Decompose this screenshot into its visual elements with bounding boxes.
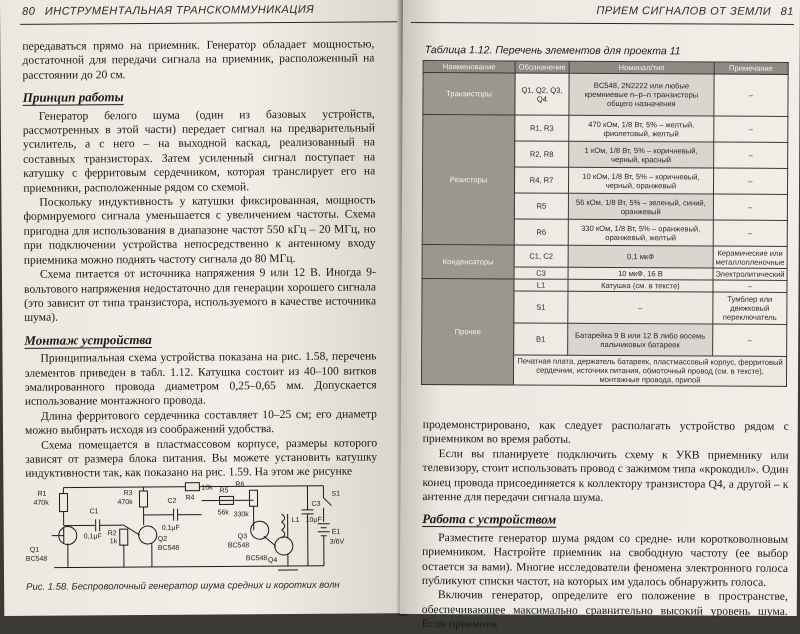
label-r6: R6 — [235, 481, 244, 488]
label-l1: L1 — [292, 517, 300, 524]
header-note: Примечание — [714, 62, 788, 74]
group-misc: Прочее — [421, 279, 514, 385]
label-c2-value: 0,1μF — [162, 525, 180, 532]
right-page-number: 81 — [781, 6, 794, 18]
cell-note: – — [714, 116, 788, 142]
right-paragraph-2: Если вы планируете подключить схему к УКВ приемнику или телевизору, стоит использовать провод с зажимом типа «крокодил». Один конец провода присоединяется к коллектору транзистора Q4, а другой – к антенне для передачи сигнала шума. — [422, 447, 788, 507]
cell-value: Катушка (см. в тексте) — [568, 279, 713, 292]
right-text-column — [422, 418, 789, 634]
label-e1-value: 3/6V — [330, 539, 345, 546]
work-paragraph-1: Разместите генератор шума рядом со средне- или коротковолновым приемником. Настройте приемник на свободную частоту (ее выбор остается за вами). Многие исследователи феномена электронного голоса публикуют списки частот, на которых им удалось обнаружить голоса. — [422, 531, 788, 591]
assembly-paragraph-3: Схема помещается в пластмассовом корпусе, размеры которого зависят от размера блока питания. Вы можете установить катушку индуктивности так, как показано на рис. 1.59. На этом же рисунке — [25, 436, 377, 482]
cell-value: – — [568, 291, 713, 324]
work-paragraph-2: Включив генератор, определите его положение в пространстве, обеспечивающее максимально сравнительно высокий уровень шума. Если приемник — [422, 588, 788, 633]
label-r2: R2 — [108, 530, 117, 537]
table-row — [423, 73, 788, 117]
label-r2-value: 1k — [110, 538, 118, 545]
label-r3-value: 470k — [117, 499, 133, 506]
label-c2: C2 — [167, 498, 176, 505]
label-c3-value: 10μF — [306, 517, 322, 524]
header-name: Наименование — [423, 61, 515, 73]
label-r5-value: 56k — [218, 509, 230, 516]
label-q2-value: BC548 — [158, 545, 180, 552]
heading-principle: Принцип работы — [23, 89, 375, 106]
heading-assembly: Монтаж устройства — [24, 331, 376, 348]
label-r4: R4 — [185, 495, 194, 502]
table-row — [423, 115, 788, 143]
figure-caption: Рис. 1.58. Беспроволочный генератор шума средних и коротких волн — [26, 579, 386, 593]
label-c1: C1 — [90, 508, 99, 515]
cell-note: – — [713, 280, 787, 292]
cell-designation: Q1, Q2, Q3, Q4 — [515, 73, 569, 115]
label-q1-value: BC548 — [26, 556, 48, 563]
label-r3: R3 — [123, 490, 132, 497]
cell-designation: R4, R7 — [514, 167, 568, 193]
label-r6-value: 330k — [234, 511, 250, 518]
cell-designation: C3 — [514, 267, 568, 279]
cell-value: 56 кОм, 1/8 Вт, 5% – зеленый, синий, оранжевый — [568, 193, 713, 220]
cell-note: Электролитический — [713, 268, 787, 280]
cell-designation: C1, C2 — [514, 245, 568, 267]
right-running-head-text: ПРИЕМ СИГНАЛОВ ОТ ЗЕМЛИ — [596, 5, 771, 18]
cell-value: 10 мкФ, 16 В — [568, 267, 713, 280]
cell-note: – — [713, 142, 787, 168]
left-page — [0, 0, 407, 616]
left-page-number: 80 — [22, 6, 35, 18]
cell-note: Керамические или металлопленочные — [713, 246, 787, 268]
label-r1: R1 — [37, 491, 46, 498]
cell-designation: R2, R8 — [515, 141, 569, 167]
label-q3: Q3 — [238, 533, 247, 540]
cell-value: 470 кОм, 1/8 Вт, 5% – желтый, фиолетовый, желтый — [569, 115, 714, 142]
cell-value: 330 кОм, 1/8 Вт, 5% – оранжевый, оранжевый, желтый — [568, 219, 713, 246]
cell-designation: R1, R3 — [515, 115, 569, 141]
cell-note: – — [712, 324, 786, 356]
cell-note: Тумблер или движковый переключатель — [713, 292, 787, 324]
right-paragraph-1: продемонстрировано, как следует располагать устройство рядом с приемником во время работы. — [423, 418, 789, 449]
table-row — [422, 245, 787, 269]
cell-designation: R5 — [514, 193, 568, 219]
cell-note: – — [714, 74, 788, 116]
right-page — [400, 0, 800, 616]
cell-note: – — [713, 168, 787, 194]
label-e1: E1 — [332, 529, 341, 536]
label-q3-value: BC548 — [228, 542, 250, 549]
label-r1-value: 470k — [33, 500, 49, 507]
assembly-paragraph-1: Принципиальная схема устройства показана на рис. 1.58, перечень элементов приведен в табл. 1.12. Катушка состоит из 40–100 витков эмалированного провода диаметром 0,25–0,65 мм. Допускается использование монтажного провода. — [24, 350, 376, 410]
cell-value: 1 кОм, 1/8 Вт, 5% – коричневый, черный, красный — [569, 141, 714, 168]
principle-paragraph-2: Поскольку индуктивность у катушки фиксированная, мощность формируемого сигнала уменьшается с увеличением частоты. Схема пригодна для использования в диапазоне частот 550 кГц – 20 МГц, но при подключении устройства непосредственно к антенному входу приемника можно поднять частоту сигнала до 80 МГц. — [23, 193, 375, 267]
cell-designation: S1 — [514, 291, 568, 323]
principle-paragraph-1: Генератор белого шума (один из базовых устройств, рассмотренных в этой части) передает сигнал на предварительный усилитель, а с него – на выходной каскад, реализованный на составных транзисторах. Затем усиленный сигнал поступает на катушку с ферритовым сердечником, которая транслирует его на приемники, расположенные рядом со схемой. — [23, 107, 376, 196]
cell-designation: R6 — [514, 219, 568, 245]
left-text-column — [22, 37, 377, 481]
label-r5: R5 — [219, 487, 228, 494]
label-c1-value: 0,1μF — [84, 533, 102, 540]
principle-paragraph-3: Схема питается от источника напряжения 9 или 12 В. Иногда 9-вольтового напряжения недостаточно для генерации хорошего сигнала (это зависит от типа транзистора, используемого в качестве источника шума). — [24, 265, 376, 325]
circuit-schematic — [23, 474, 354, 576]
cell-designation: B1 — [514, 323, 568, 355]
heading-work: Работа с устройством — [422, 512, 788, 528]
header-value: Номинал/тип — [569, 61, 714, 74]
cell-designation: L1 — [514, 279, 568, 291]
header-designation: Обозначение — [515, 61, 569, 73]
assembly-paragraph-2: Длина ферритового сердечника составляет 10–25 см; его диаметр можно выбирать исходя из соображений удобства. — [25, 407, 377, 438]
left-running-head-text: ИНСТРУМЕНТАЛЬНАЯ ТРАНСКОММУНИКАЦИЯ — [45, 4, 314, 18]
parts-table — [421, 60, 789, 387]
cell-note: – — [713, 220, 787, 246]
table-caption: Таблица 1.12. Перечень элементов для проекта 11 — [425, 44, 681, 57]
label-q4: Q4 — [268, 557, 277, 564]
label-q4-value: BC548 — [246, 555, 268, 562]
group-capacitors: Конденсаторы — [422, 245, 514, 279]
group-resistors: Резисторы — [422, 115, 515, 245]
cell-value: BC548, 2N2222 или любые кремниевые n–p–n транзисторы общего назначения — [569, 73, 714, 116]
cell-value: 10 кОм, 1/8 Вт, 5% – коричневый, черный, оранжевый — [568, 167, 713, 194]
label-q1: Q1 — [30, 547, 39, 554]
intro-paragraph: передаваться прямо на приемник. Генератор обладает мощностью, достаточной для передачи сигнала на приемник, расположенный на расстоянии до 20 см. — [22, 37, 374, 83]
label-q2: Q2 — [158, 536, 167, 543]
cell-value: 0,1 мкФ — [568, 245, 713, 268]
group-transistors: Транзисторы — [423, 73, 515, 115]
label-s1: S1 — [331, 491, 340, 498]
cell-note: – — [713, 194, 787, 220]
cell-misc-items: Печатная плата, держатель батареек, пластмассовый корпус, ферритовый сердечник, источник питания, обмоточный провод (см. в тексте), монтажные провода, припой — [513, 355, 786, 386]
cell-value: Батарейка 9 В или 12 В либо восемь пальчиковых батареек — [568, 323, 713, 356]
table-row — [422, 279, 787, 293]
label-c3: C3 — [312, 501, 321, 508]
label-r4-value: 10k — [201, 485, 213, 492]
